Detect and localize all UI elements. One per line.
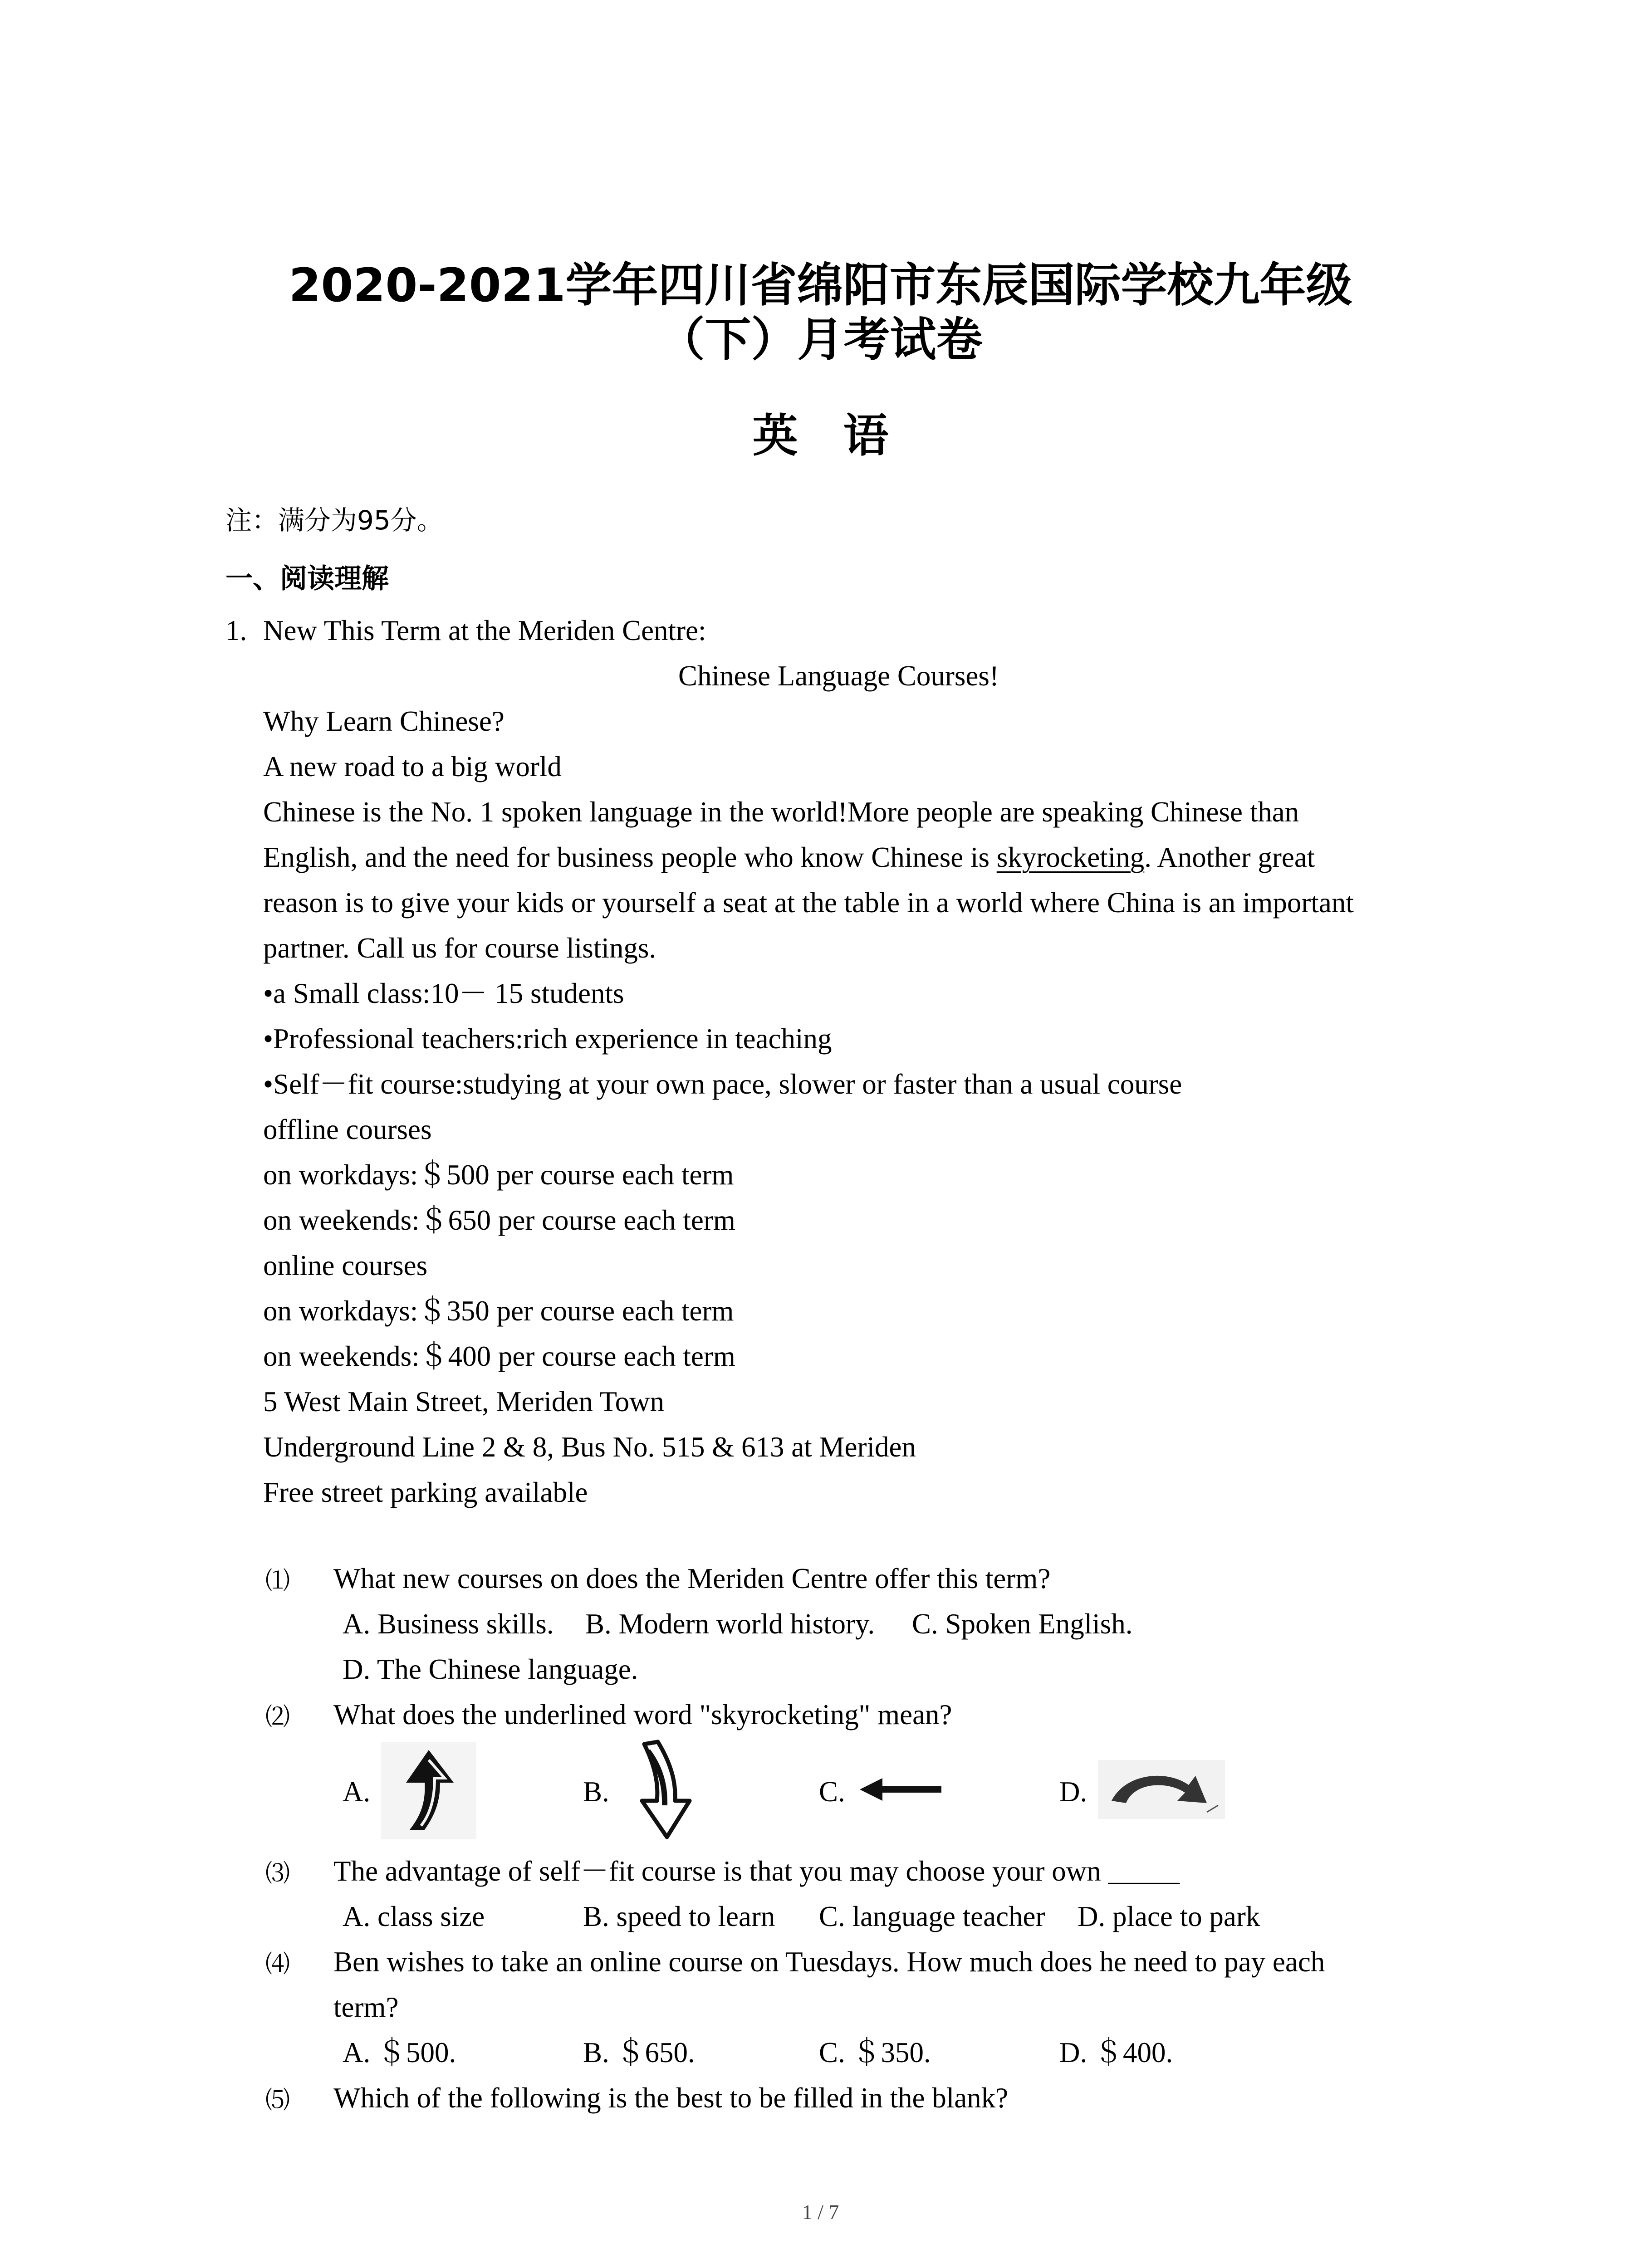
question-3-option-d: D. place to park [1078,1901,1260,1932]
question-number: 1. [225,615,247,646]
curved-up-arrow-icon [381,1742,476,1839]
question-2-text: What does the underlined word "skyrocketing" mean? [333,1699,952,1730]
bullet-self-fit: •Self－fit course:studying at your own pace, slower or faster than a usual course [263,1068,1182,1100]
question-1-option-d: D. The Chinese language. [343,1653,638,1685]
question-2-option-b: B. [583,1776,609,1808]
passage-intro: New This Term at the Meriden Centre: [263,615,706,646]
section-heading-reading: 一、阅读理解 [225,563,389,595]
passage-why: Why Learn Chinese? [263,705,505,737]
passage-paragraph-line1: Chinese is the No. 1 spoken language in the world!More people are speaking Chinese than [263,796,1299,828]
paragraph-text: English, and the need for business people who know Chinese is [263,841,997,873]
question-1-option-a: A. Business skills. [343,1608,554,1640]
curved-down-arrow-icon [622,1737,712,1844]
question-1-option-c: C. Spoken English. [912,1608,1133,1640]
question-4-option-a: A. ＄500. [343,2037,456,2068]
sub-question-number: ⑸ [265,2087,290,2114]
question-2-option-d: D. [1059,1776,1087,1808]
question-3-option-c: C. language teacher [819,1901,1045,1932]
passage-heading: Chinese Language Courses! [678,660,999,692]
curved-right-arrow-icon [1098,1760,1225,1819]
bullet-teachers: •Professional teachers:rich experience in teaching [263,1023,832,1055]
question-5-text: Which of the following is the best to be filled in the blank? [333,2082,1009,2114]
bullet-small-class: •a Small class:10－ 15 students [263,978,624,1009]
parking-info: Free street parking available [263,1476,588,1508]
passage-paragraph-line4: partner. Call us for course listings. [263,932,656,964]
question-2-option-a: A. [343,1776,371,1808]
address: 5 West Main Street, Meriden Town [263,1386,665,1418]
score-note: 注：满分为95分。 [225,505,443,536]
exam-title-line2: （下）月考试卷 [658,313,983,367]
exam-title-line1: 2020-2021学年四川省绵阳市东辰国际学校九年级 [289,259,1352,313]
offline-weekends-price: on weekends:＄650 per course each term [263,1204,735,1236]
online-workdays-price: on workdays:＄350 per course each term [263,1295,734,1327]
online-weekends-price: on weekends:＄400 per course each term [263,1340,735,1372]
passage-tagline: A new road to a big world [263,751,562,782]
sub-question-number: ⑷ [265,1950,290,1978]
question-4-option-d: D. ＄400. [1059,2037,1173,2068]
underlined-word: skyrocketing [996,841,1145,873]
question-3-option-a: A. class size [343,1901,485,1932]
sub-question-number: ⑶ [265,1860,290,1887]
transport-info: Underground Line 2 & 8, Bus No. 515 & 613 at Meriden [263,1431,916,1463]
question-4-option-b: B. ＄650. [583,2037,695,2068]
passage-paragraph-line3: reason is to give your kids or yourself a seat at the table in a world where China is an important [263,887,1354,919]
question-1-text: What new courses on does the Meriden Centre offer this term? [333,1563,1051,1594]
paragraph-text: . Another great [1144,841,1315,873]
passage-paragraph-line2 [263,835,1315,880]
question-4-option-c: C. ＄350. [819,2037,931,2068]
sub-question-number: ⑴ [265,1567,290,1594]
subject-title: 英语 [752,409,934,462]
question-1-option-b: B. Modern world history. [585,1608,875,1640]
offline-workdays-price: on workdays:＄500 per course each term [263,1159,734,1191]
offline-heading: offline courses [263,1114,432,1145]
question-2-option-c: C. [819,1776,845,1808]
question-3-text: The advantage of self－fit course is that you may choose your own _____ [333,1855,1180,1887]
page-number: 1 / 7 [802,2200,839,2224]
online-heading: online courses [263,1250,428,1281]
question-4-text-line1: Ben wishes to take an online course on Tuesdays. How much does he need to pay each [333,1946,1325,1978]
question-3-option-b: B. speed to learn [583,1901,775,1932]
question-4-text-line2: term? [333,1991,399,2023]
left-arrow-icon [855,1771,946,1808]
sub-question-number: ⑵ [265,1703,290,1730]
